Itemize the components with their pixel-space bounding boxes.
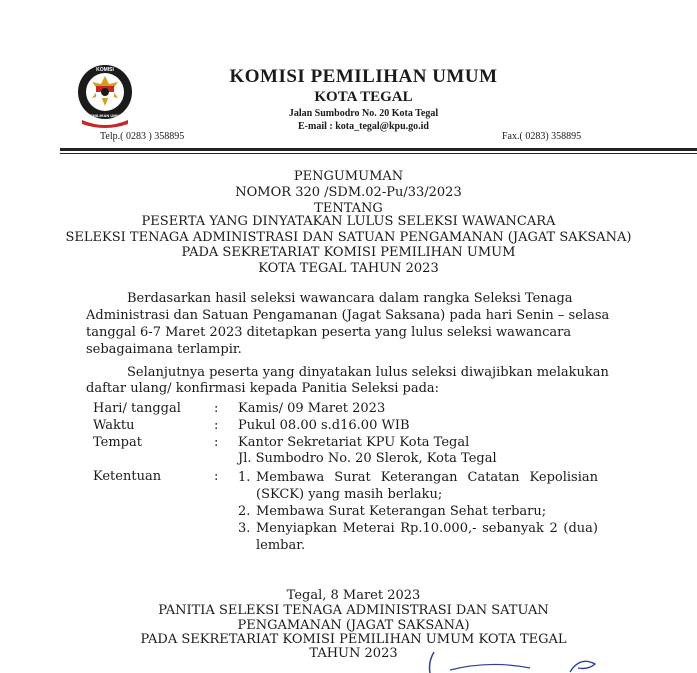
list-item	[238, 469, 598, 503]
org-address: Jalan Sumbodro No. 20 Kota Tegal	[288, 108, 439, 119]
time-label: Waktu	[93, 418, 135, 433]
terms-colon: :	[214, 469, 219, 484]
para1-line-4: sebagaimana terlampir.	[86, 342, 242, 357]
letterhead-divider-thick	[60, 148, 697, 151]
place-label: Tempat	[93, 435, 142, 450]
day-label: Hari/ tanggal	[93, 401, 181, 416]
para2-line-1: Selanjutnya peserta yang dinyatakan lulus seleksi diwajibkan melakukan	[127, 365, 609, 380]
list-item	[238, 520, 598, 554]
list-item-text: Membawa Surat Keterangan Sehat terbaru;	[256, 504, 547, 519]
place-value-line-1: Kantor Sekretariat KPU Kota Tegal	[238, 435, 470, 450]
org-name: KOMISI PEMILIHAN UMUM	[229, 66, 498, 87]
para2-line-2: daftar ulang/ konfirmasi kepada Panitia Seleksi pada:	[86, 381, 440, 396]
para1-line-2: Administrasi dan Satuan Pengamanan (Jagat Saksana) pada hari Senin – selasa	[86, 308, 610, 323]
para1-line-1: Berdasarkan hasil seleksi wawancara dalam rangka Seleksi Tenaga	[127, 291, 573, 306]
doc-number: NOMOR 320 /SDM.02-Pu/33/2023	[235, 185, 462, 200]
place-colon: :	[214, 435, 219, 450]
time-value: Pukul 08.00 s.d16.00 WIB	[238, 418, 410, 433]
doc-heading: PENGUMUMAN	[293, 169, 404, 184]
list-item-number: 2.	[238, 504, 251, 519]
closing-line-1: PANITIA SELEKSI TENAGA ADMINISTRASI DAN SATUAN	[158, 603, 549, 618]
org-email: E-mail : kota_tegal@kpu.go.id	[298, 121, 429, 132]
signature-icon	[420, 650, 620, 673]
place-value-line-2: Jl. Sumbodro No. 20 Slerok, Kota Tegal	[238, 451, 497, 466]
fax-number: Fax.( 0283) 358895	[502, 131, 582, 142]
doc-title-line-3: PADA SEKRETARIAT KOMISI PEMILIHAN UMUM	[181, 245, 516, 260]
closing-line-2: PENGAMANAN (JAGAT SAKSANA)	[237, 618, 470, 633]
closing-line-3: PADA SEKRETARIAT KOMISI PEMILIHAN UMUM KOTA TEGAL	[140, 632, 567, 647]
list-item-number: 1.	[238, 470, 251, 485]
doc-title-line-2: SELEKSI TENAGA ADMINISTRASI DAN SATUAN PENGAMANAN (JAGAT SAKSANA)	[65, 230, 632, 245]
day-value: Kamis/ 09 Maret 2023	[238, 401, 386, 416]
terms-label: Ketentuan	[93, 469, 162, 484]
closing-line-4: TAHUN 2023	[309, 646, 398, 661]
closing-date: Tegal, 8 Maret 2023	[286, 588, 421, 603]
para1-line-3: tanggal 6-7 Maret 2023 ditetapkan peserta yang lulus seleksi wawancara	[86, 325, 572, 340]
svg-text:KOMISI: KOMISI	[96, 67, 114, 73]
doc-about: TENTANG	[314, 201, 383, 216]
letterhead-divider-thin	[60, 153, 697, 154]
svg-text:PEMILIHAN UMUM: PEMILIHAN UMUM	[87, 113, 123, 118]
list-item-number: 3.	[238, 521, 251, 536]
list-item	[238, 503, 598, 520]
org-city: KOTA TEGAL	[314, 89, 413, 105]
list-item-text: Membawa Surat Keterangan Catatan Kepolisian (SKCK) yang masih berlaku;	[256, 470, 598, 502]
doc-title-line-4: KOTA TEGAL TAHUN 2023	[258, 261, 439, 276]
list-item-text: Menyiapkan Meterai Rp.10.000,- sebanyak 2 (dua) lembar.	[256, 521, 598, 553]
day-colon: :	[214, 401, 219, 416]
doc-title-line-1: PESERTA YANG DINYATAKAN LULUS SELEKSI WAWANCARA	[141, 214, 556, 229]
time-colon: :	[214, 418, 219, 433]
telp-number: Telp.( 0283 ) 358895	[100, 131, 185, 142]
